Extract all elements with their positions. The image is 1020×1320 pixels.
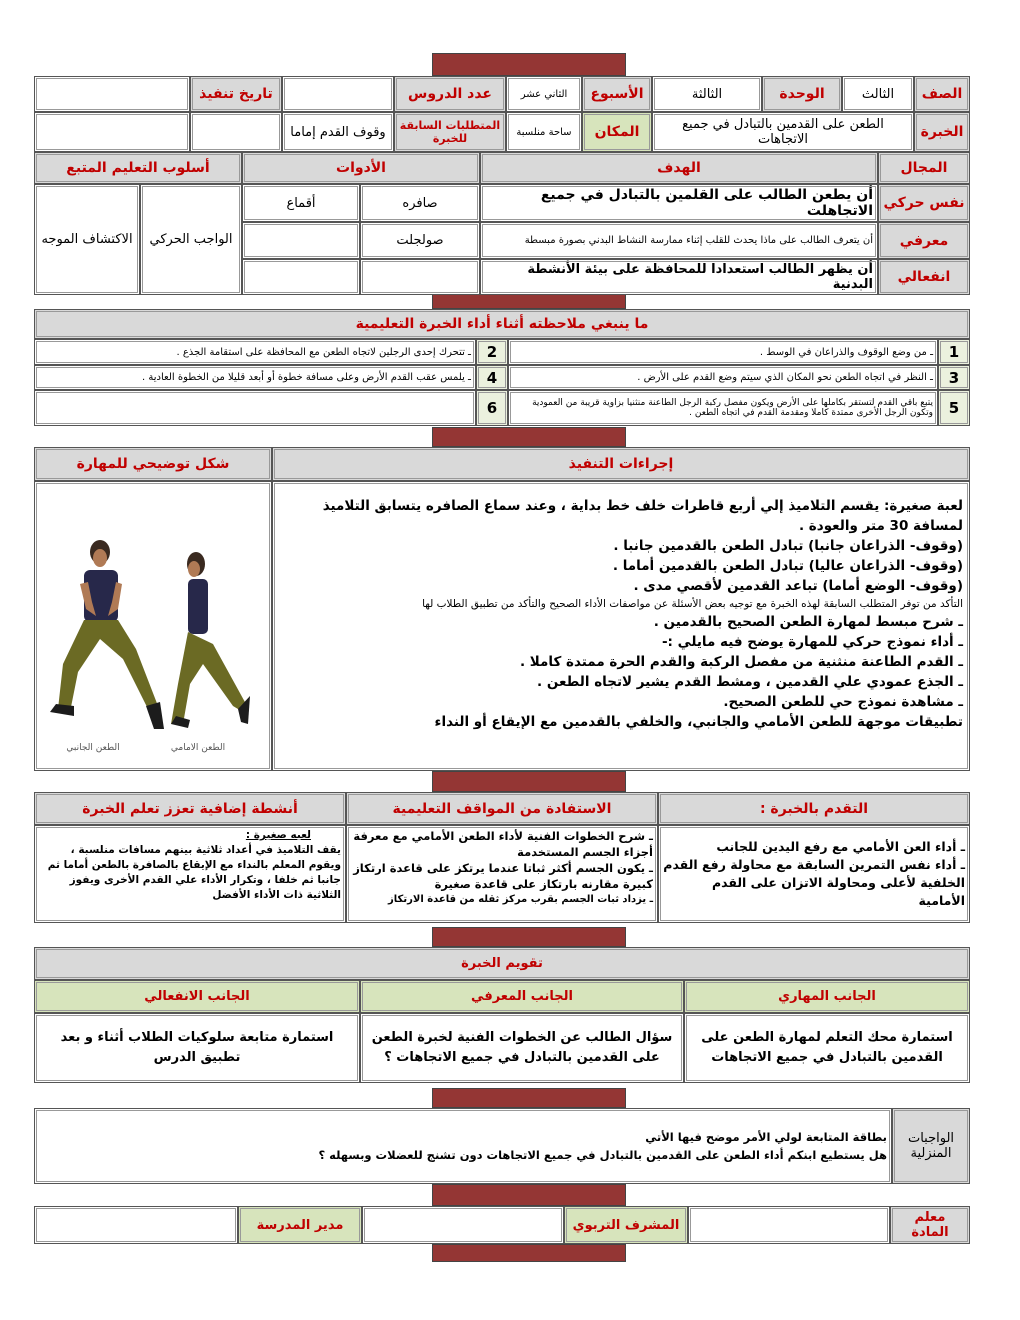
decorative-bar <box>432 771 626 792</box>
procedure-line: ـ الجذع عمودي علي القدمين ، ومشط القدم يشير لاتجاه الطعن . <box>537 674 963 690</box>
procedure-line: ـ مشاهدة نموذج حي للطعن الصحيح. <box>723 694 963 710</box>
decorative-bar <box>432 1184 626 1206</box>
evaluation-skill-text: استمارة محك التعلم لمهارة الطعن على القدمين بالتبادل في جميع الاتجاهات <box>684 1013 970 1083</box>
observations-title: ما ينبغي ملاحظته أثناء أداء الخبرة التعليمية <box>34 309 970 339</box>
tool-empty <box>242 259 360 295</box>
evaluation-cognitive-text: سؤال الطالب عن الخطوات الفنية لخبرة الطعن على القدمين بالتبادل في جميع الاتجاهات ؟ <box>360 1013 684 1083</box>
decorative-bar <box>432 53 626 76</box>
unit-label: الوحدة <box>762 76 842 112</box>
goal-affective: أن يظهر الطالب استعدادا للمحافظة على بيئة الأنشطة البدنية <box>480 259 878 295</box>
grade-label: الصف <box>914 76 970 112</box>
procedure-line: (وقوف- الذراعان عاليا) تبادل الطعن بالقدمين أماما . <box>612 558 963 574</box>
observation-item: ـ يلمس عقب القدم الأرض وعلى مسافة خطوة أو أبعد قليلا من الخطوة العادية . <box>34 365 476 390</box>
empty-cell <box>190 112 282 152</box>
homework-content <box>34 1108 892 1184</box>
side-lunge-caption: الطعن الجانبي <box>66 742 120 753</box>
place-value: ساحة منلسبة <box>506 112 582 152</box>
activities-text: يقف التلاميذ في أعداد ثلاثية بينهم مسافات منلسبة ، ويقوم المعلم بالنداء مع الإيقاع بالصافرة بالطعن أماما ثم جانبا ثم خلفا ، وتكرار الأداء علي القدم الأخرى ويفوز الثلاثية ذات الأداء الأفضل <box>47 844 341 901</box>
observation-item: ـ من وضع الوقوف والذراعان في الوسط . <box>508 339 938 365</box>
observation-number: 1 <box>938 339 970 365</box>
benefit-line: ـ شرح الخطوات الفنية لأداء الطعن الأمامي مع معرفة أجزاء الجسم المستخدمة <box>353 829 653 859</box>
date-label: تاريخ تنفيذ <box>190 76 282 112</box>
method-motor-task: الواجب الحركي <box>140 184 242 295</box>
benefit-title: الاستفادة من المواقف التعليمية <box>346 792 658 825</box>
domain-affective: انفعالي <box>878 259 970 295</box>
skill-figure <box>34 481 272 771</box>
procedure-line: تطبيقات موجهة للطعن الأمامي والجانبي، والخلفي بالقدمين مع الإيقاع أو النداء <box>434 714 963 730</box>
activities-content <box>34 825 346 923</box>
forward-lunge-caption: الطعن الامامي <box>170 742 226 753</box>
goal-cognitive: أن يتعرف الطالب على ماذا يحدث للقلب إثناء ممارسة النشاط البدني بصورة مبسطة <box>480 222 878 259</box>
procedure-line: التأكد من توفر المتطلب السابقة لهذه الخبرة مع توجيه بعض الأسئلة عن مواصفات الأداء الصحيح والتأكد من تطبيق الطلاب لها <box>422 598 963 610</box>
lunge-illustration <box>38 484 268 766</box>
evaluation-skill-label: الجانب المهاري <box>684 980 970 1013</box>
procedures-content <box>272 481 970 771</box>
forward-lunge-figure <box>171 552 250 728</box>
grade-value: الثالث <box>842 76 914 112</box>
empty-cell <box>34 112 190 152</box>
procedure-line: ـ شرح مبسط لمهارة الطعن الصحيح بالقدمين . <box>653 614 963 630</box>
experience-value: الطعن على القدمين بالتبادل في جميع الاتجاهات <box>652 112 914 152</box>
homework-line: هل يستطيع ابنكم أداء الطعن على القدمين بالتبادل في جميع الاتجاهات دون تشنج للعضلات وبسهله ؟ <box>318 1148 887 1162</box>
observation-item <box>34 390 476 426</box>
decorative-bar <box>432 1244 626 1262</box>
activities-heading: لعبه صغيرة : <box>245 829 311 841</box>
homework-label: الواجبات المنزلية <box>892 1108 970 1184</box>
benefit-content <box>346 825 658 923</box>
supervisor-label: المشرف التربوي <box>564 1206 688 1244</box>
procedure-line: ـ القدم الطاعنة منثنية من مفصل الركبة والقدم الحرة ممتدة كاملا . <box>519 654 963 670</box>
week-label: الأسبوع <box>582 76 652 112</box>
evaluation-cognitive-label: الجانب المعرفي <box>360 980 684 1013</box>
progress-line: ـ أداء العن الأمامي مع رفع اليدين للجانب <box>716 839 965 854</box>
tools-header: الأدوات <box>242 152 480 184</box>
tool-clubs: صولجلت <box>360 222 480 259</box>
decorative-bar <box>432 427 626 447</box>
progress-content <box>658 825 970 923</box>
supervisor-signature[interactable] <box>362 1206 564 1244</box>
goal-psychomotor: أن يطعن الطالب على القلمين بالتبادل في جميع الاتجاهلت <box>480 184 878 222</box>
place-label: المكان <box>582 112 652 152</box>
evaluation-affective-text: استمارة متابعة سلوكيات الطلاب أثناء و بعد تطبيق الدرس <box>34 1013 360 1083</box>
observation-number: 4 <box>476 365 508 390</box>
procedure-line: (وقوف- الوضع أماما) تباعد القدمين لأقصي مدى . <box>633 578 963 594</box>
teacher-label: معلم المادة <box>890 1206 970 1244</box>
observations-table <box>34 309 970 426</box>
tool-empty <box>360 259 480 295</box>
extras-table <box>34 792 970 923</box>
observation-number: 5 <box>938 390 970 426</box>
observation-number: 6 <box>476 390 508 426</box>
lessons-value <box>282 76 394 112</box>
prereq-label: المتطلبات السابقة للخبرة <box>394 112 506 152</box>
method-header: أسلوب التعليم المتبع <box>34 152 242 184</box>
domain-cognitive: معرفي <box>878 222 970 259</box>
observation-number: 3 <box>938 365 970 390</box>
observation-number: 2 <box>476 339 508 365</box>
progress-title: التقدم بالخبرة : <box>658 792 970 825</box>
progress-line: ـ أداء نفس التمرين السابقة مع محاولة رفع القدم الخلفية لأعلى ومحاولة الاتزان على القدم الأمامية <box>663 857 965 908</box>
tool-cones: أقماع <box>242 184 360 222</box>
homework-table <box>34 1108 970 1184</box>
tool-empty <box>242 222 360 259</box>
method-guided-discovery: الاكتشاف الموجه <box>34 184 140 295</box>
activities-title: أنشطة إضافية تعزز تعلم الخبرة <box>34 792 346 825</box>
observation-item: ـ تتحرك إحدى الرجلين لاتجاه الطعن مع المحافظة على استقامة الجذع . <box>34 339 476 365</box>
evaluation-affective-label: الجانب الانفعالي <box>34 980 360 1013</box>
goal-header: الهدف <box>480 152 878 184</box>
signatures-table <box>34 1206 970 1244</box>
side-lunge-figure <box>50 540 164 729</box>
principal-label: مدير المدرسة <box>238 1206 362 1244</box>
lessons-label: عدد الدروس <box>394 76 506 112</box>
observation-item: يتبع باقي القدم لتستقر بكاملها على الأرض ويكون مفصل ركبة الرجل الطاعنة منثنيا بزاوية قريبة من العمودية وتكون الرجل الأخرى ممتدة كاملا ومقدمة القدم في اتجاه الطعن . <box>508 390 938 426</box>
prereq-value: وقوف القدم إماما <box>282 112 394 152</box>
lesson-info-table <box>34 76 970 152</box>
date-value <box>34 76 190 112</box>
tool-whistle: صافره <box>360 184 480 222</box>
procedures-title: إجراءات التنفيذ <box>272 447 970 481</box>
procedures-table <box>34 447 970 771</box>
decorative-bar <box>432 927 626 947</box>
benefit-line: ـ يكون الجسم أكثر ثباتا عندما يرتكز على قاعدة ارتكاز كبيرة مقارنه بارتكاز على قاعدة صغيرة <box>353 861 653 891</box>
procedure-line: (وقوف- الذراعان جانبا) تبادل الطعن بالقدمين جانبا . <box>613 538 963 554</box>
teacher-signature[interactable] <box>688 1206 890 1244</box>
procedure-line: ـ أداء نموذج حركي للمهارة يوضح فيه مايلي :- <box>661 634 963 650</box>
unit-value: الثالثة <box>652 76 762 112</box>
domain-header: المجال <box>878 152 970 184</box>
procedure-line: لعبة صغيرة: يقسم التلاميذ إلي أربع قاطرات خلف خط بداية ، وعند سماع الصافره يتسابق التلاميذ لمسافة 30 متر والعودة . <box>322 498 963 534</box>
evaluation-table <box>34 947 970 1083</box>
week-value: الثاني عشر <box>506 76 582 112</box>
principal-signature[interactable] <box>34 1206 238 1244</box>
observation-item: ـ النظر في اتجاه الطعن نحو المكان الذي سيتم وضع القدم على الأرض . <box>508 365 938 390</box>
decorative-bar <box>432 1088 626 1108</box>
figure-title: شكل توضيحي للمهارة <box>34 447 272 481</box>
experience-label: الخبرة <box>914 112 970 152</box>
domain-psychomotor: نفس حركي <box>878 184 970 222</box>
objectives-table <box>34 152 970 295</box>
homework-line: بطاقة المتابعة لولي الأمر موضح فيها الأتي <box>645 1130 887 1144</box>
evaluation-title: تقويم الخبرة <box>34 947 970 980</box>
benefit-line: ـ يزداد ثبات الجسم بقرب مركز ثقله من قاعدة الارتكاز <box>388 894 653 905</box>
